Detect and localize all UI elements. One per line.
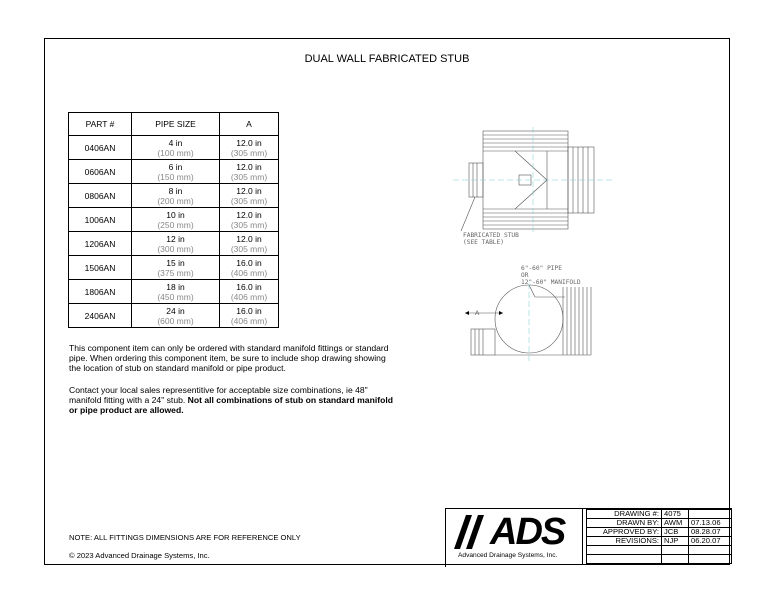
copyright: © 2023 Advanced Drainage Systems, Inc. (69, 551, 210, 560)
dimension-a-cell: 12.0 in (305 mm) (220, 160, 279, 184)
drawing-number: 4075 (662, 510, 689, 519)
pipe-size-cell: 4 in (100 mm) (132, 136, 220, 160)
logo-company: Advanced Drainage Systems, Inc. (458, 552, 558, 559)
table-row (69, 304, 279, 328)
part-number: 2406AN (69, 304, 132, 328)
drawing-number-label: DRAWING #: (587, 510, 662, 519)
reference-note: NOTE: ALL FITTINGS DIMENSIONS ARE FOR REFERENCE ONLY (69, 533, 301, 542)
pipe-size-cell: 12 in (300 mm) (132, 232, 220, 256)
title-block (445, 508, 732, 567)
contact-warning: Not all combinations of stub on standard manifold or pipe product are allowed. (69, 395, 393, 415)
table-row (69, 208, 279, 232)
header-a: A (220, 113, 279, 136)
table-header-row (69, 113, 279, 136)
pipe-size-cell: 15 in (375 mm) (132, 256, 220, 280)
table-row (69, 160, 279, 184)
pipe-size-cell: 6 in (150 mm) (132, 160, 220, 184)
parts-table (68, 112, 279, 328)
header-pipe-size: PIPE SIZE (132, 113, 220, 136)
stub-callout-label: FABRICATED STUB (SEE TABLE) (463, 232, 519, 246)
table-row (69, 136, 279, 160)
part-number: 1206AN (69, 232, 132, 256)
drawn-by-label: DRAWN BY: (587, 519, 662, 528)
dimension-a-label: A (475, 310, 480, 317)
title-block-info (586, 509, 732, 564)
drawn-by: AWM (662, 519, 689, 528)
ads-logo (446, 509, 583, 565)
dimension-a-cell: 12.0 in (305 mm) (220, 184, 279, 208)
pipe-end-view-drawing (465, 283, 635, 363)
approved-by: JCB (662, 528, 689, 537)
dimension-a-cell: 12.0 in (305 mm) (220, 136, 279, 160)
stub-top-view-drawing (453, 127, 613, 237)
drawn-date: 07.13.06 (689, 519, 732, 528)
contact-text: Contact your local sales representitive for acceptable size combinations, ie 48" manifold fitting with a 24" stub. (69, 385, 368, 405)
dimension-a-cell: 16.0 in (406 mm) (220, 280, 279, 304)
logo-slashes-icon (454, 515, 494, 549)
pipe-size-cell: 10 in (250 mm) (132, 208, 220, 232)
part-number: 1806AN (69, 280, 132, 304)
dimension-a-cell: 16.0 in (406 mm) (220, 256, 279, 280)
table-row (69, 280, 279, 304)
revisions-label: REVISIONS: (587, 537, 662, 546)
pipe-callout-label: 6"-60" PIPE OR 12"-60" MANIFOLD (521, 265, 581, 286)
approved-by-label: APPROVED BY: (587, 528, 662, 537)
part-number: 1006AN (69, 208, 132, 232)
part-number: 0806AN (69, 184, 132, 208)
pipe-size-cell: 18 in (450 mm) (132, 280, 220, 304)
drawing-sheet (44, 38, 730, 565)
table-row (69, 256, 279, 280)
dimension-a-cell: 12.0 in (305 mm) (220, 232, 279, 256)
part-number: 0406AN (69, 136, 132, 160)
pipe-size-cell: 8 in (200 mm) (132, 184, 220, 208)
approved-date: 08.28.07 (689, 528, 732, 537)
ordering-paragraph: This component item can only be ordered with standard manifold fittings or standard pipe. When ordering this component item, be sure to include shop drawing showing the location of stub on standard manifold or pipe product. (69, 343, 389, 373)
table-row (69, 184, 279, 208)
table-row (69, 232, 279, 256)
header-part: PART # (69, 113, 132, 136)
revisions-date: 06.20.07 (689, 537, 732, 546)
revisions-by: NJP (662, 537, 689, 546)
dimension-a-cell: 12.0 in (305 mm) (220, 208, 279, 232)
part-number: 0606AN (69, 160, 132, 184)
part-number: 1506AN (69, 256, 132, 280)
page-title: DUAL WALL FABRICATED STUB (304, 53, 470, 65)
logo-name: ADS (490, 511, 565, 553)
contact-paragraph (69, 385, 399, 415)
dimension-a-cell: 16.0 in (406 mm) (220, 304, 279, 328)
pipe-size-cell: 24 in (600 mm) (132, 304, 220, 328)
